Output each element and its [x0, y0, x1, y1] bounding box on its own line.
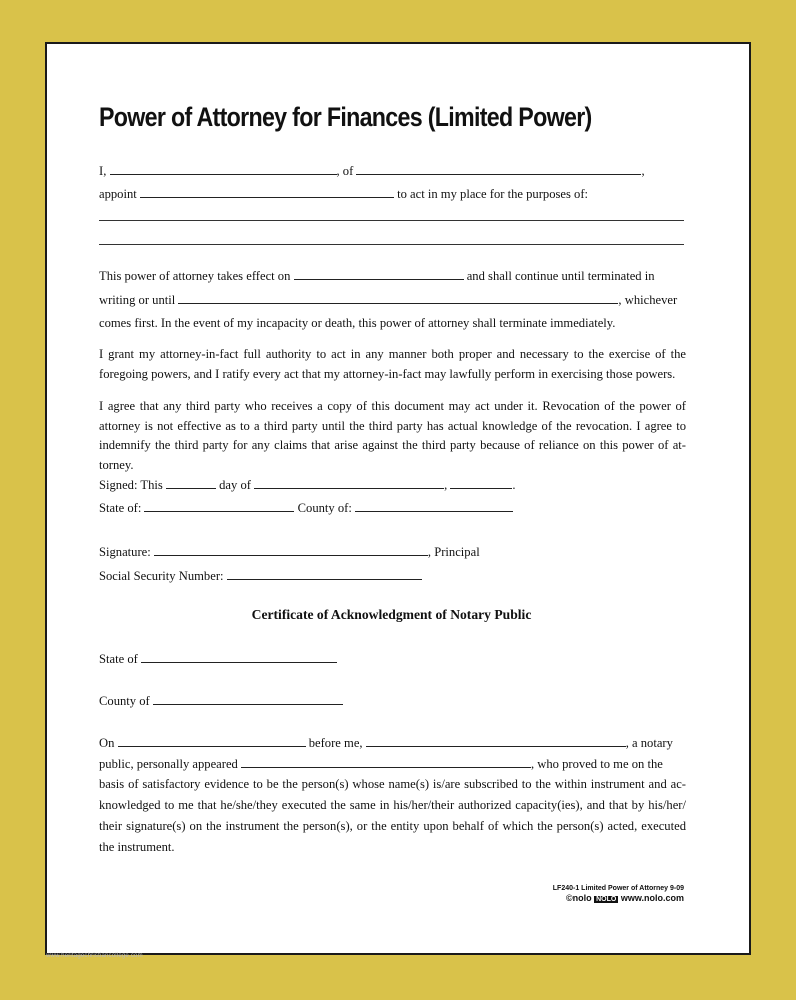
county-label: County of: — [297, 501, 352, 515]
termination-blank[interactable] — [178, 290, 618, 304]
form-id: LF240-1 Limited Power of Attorney 9-09 — [552, 885, 684, 892]
principal-address-blank[interactable] — [356, 161, 641, 175]
notary-county-label: County of — [99, 694, 150, 708]
notary-county-blank[interactable] — [153, 691, 343, 705]
signed-day-blank[interactable] — [166, 475, 216, 489]
ssn-line — [99, 566, 684, 586]
effect-line-1 — [99, 266, 684, 286]
effect-line-2 — [99, 290, 684, 310]
purpose-rule-2[interactable] — [99, 244, 684, 245]
principal-name-blank[interactable] — [110, 161, 337, 175]
signature-label: Signature: — [99, 545, 151, 559]
appeared-name-blank[interactable] — [241, 754, 531, 768]
appeared-label: public, personally appeared — [99, 757, 238, 771]
signed-line — [99, 475, 684, 495]
form-footer — [553, 884, 684, 904]
until-label: writing or until — [99, 293, 176, 307]
of-label: , of — [336, 164, 354, 178]
notary-appeared-line — [99, 754, 684, 774]
ssn-blank[interactable] — [227, 566, 422, 580]
signature-blank[interactable] — [154, 542, 428, 556]
signed-label: Signed: This — [99, 478, 163, 492]
day-of-label: day of — [219, 478, 251, 492]
appoint-label: appoint — [99, 187, 137, 201]
notary-state-label: State of — [99, 652, 138, 666]
signed-comma: , — [444, 478, 448, 492]
continue-label: and shall continue until terminated in — [466, 269, 655, 283]
signed-year-blank[interactable] — [450, 475, 512, 489]
grant-paragraph: I grant my attorney-in-fact full authority to act in any manner both proper and necessary to the exercise of the foregoing powers, and I ratify every act that my attorney-in-fact may lawfully perform in exercising those powers. — [99, 347, 686, 381]
i-label: I, — [99, 164, 107, 178]
state-county-line — [99, 498, 684, 518]
copyright-text: ©nolo — [565, 892, 592, 903]
signed-period: . — [512, 478, 516, 492]
before-me-label: before me, — [308, 736, 363, 750]
county-blank[interactable] — [355, 498, 513, 512]
a-notary-label: , a notary — [625, 736, 673, 750]
website-link[interactable]: www.nolo.com — [620, 892, 684, 903]
proved-label: , who proved to me on the — [530, 757, 663, 771]
notary-on-line — [99, 733, 684, 753]
effective-date-blank[interactable] — [294, 266, 464, 280]
notary-date-blank[interactable] — [118, 733, 306, 747]
principal-label: , Principal — [427, 545, 480, 559]
notary-heading: Certificate of Acknowledgment of Notary Public — [251, 607, 532, 622]
line1-end: , — [641, 164, 645, 178]
whichever-label: , whichever — [618, 293, 678, 307]
agree-paragraph: I agree that any third party who receives a copy of this document may act under it. Revocation of the power of attorney is not effective as to a third party until the third party has actual knowledge of the revocation. I agree to indemnify the third party for any claims that arise against the third party because of reliance on this power of at-torney. — [99, 399, 686, 472]
notary-body-paragraph: basis of satisfactory evidence to be the person(s) whose name(s) is/are subscribed to the within instrument and ac-knowledged to me that he/she/they executed the same in his/her/their authorized capacity(ies), and that by his/her/ their signature(s) on the instrument the person(s), or the entity upon behalf of which the person(s) acted, executed the instrument. — [99, 777, 686, 854]
notary-state-blank[interactable] — [141, 649, 337, 663]
notary-county-line — [99, 691, 684, 711]
signed-month-blank[interactable] — [254, 475, 444, 489]
appoint-line — [99, 184, 684, 204]
attorney-name-blank[interactable] — [140, 184, 394, 198]
notary-name-blank[interactable] — [366, 733, 626, 747]
state-blank[interactable] — [144, 498, 294, 512]
footer-brand — [553, 894, 684, 905]
effect-line-3: comes first. In the event of my incapacity or death, this power of attorney shall terminate immediately. — [99, 316, 616, 330]
nolo-logo: NOLO — [596, 895, 617, 903]
document-title: Power of Attorney for Finances (Limited Power) — [99, 102, 592, 132]
on-label: On — [99, 736, 115, 750]
ssn-label: Social Security Number: — [99, 569, 224, 583]
principal-line — [99, 161, 684, 181]
purpose-label: to act in my place for the purposes of: — [397, 187, 589, 201]
notary-state-line — [99, 649, 684, 669]
watermark: www.heritagechristiancollege.com — [46, 953, 143, 959]
state-label: State of: — [99, 501, 142, 515]
signature-line — [99, 542, 684, 562]
effect-label: This power of attorney takes effect on — [99, 269, 291, 283]
purpose-rule-1[interactable] — [99, 220, 684, 221]
